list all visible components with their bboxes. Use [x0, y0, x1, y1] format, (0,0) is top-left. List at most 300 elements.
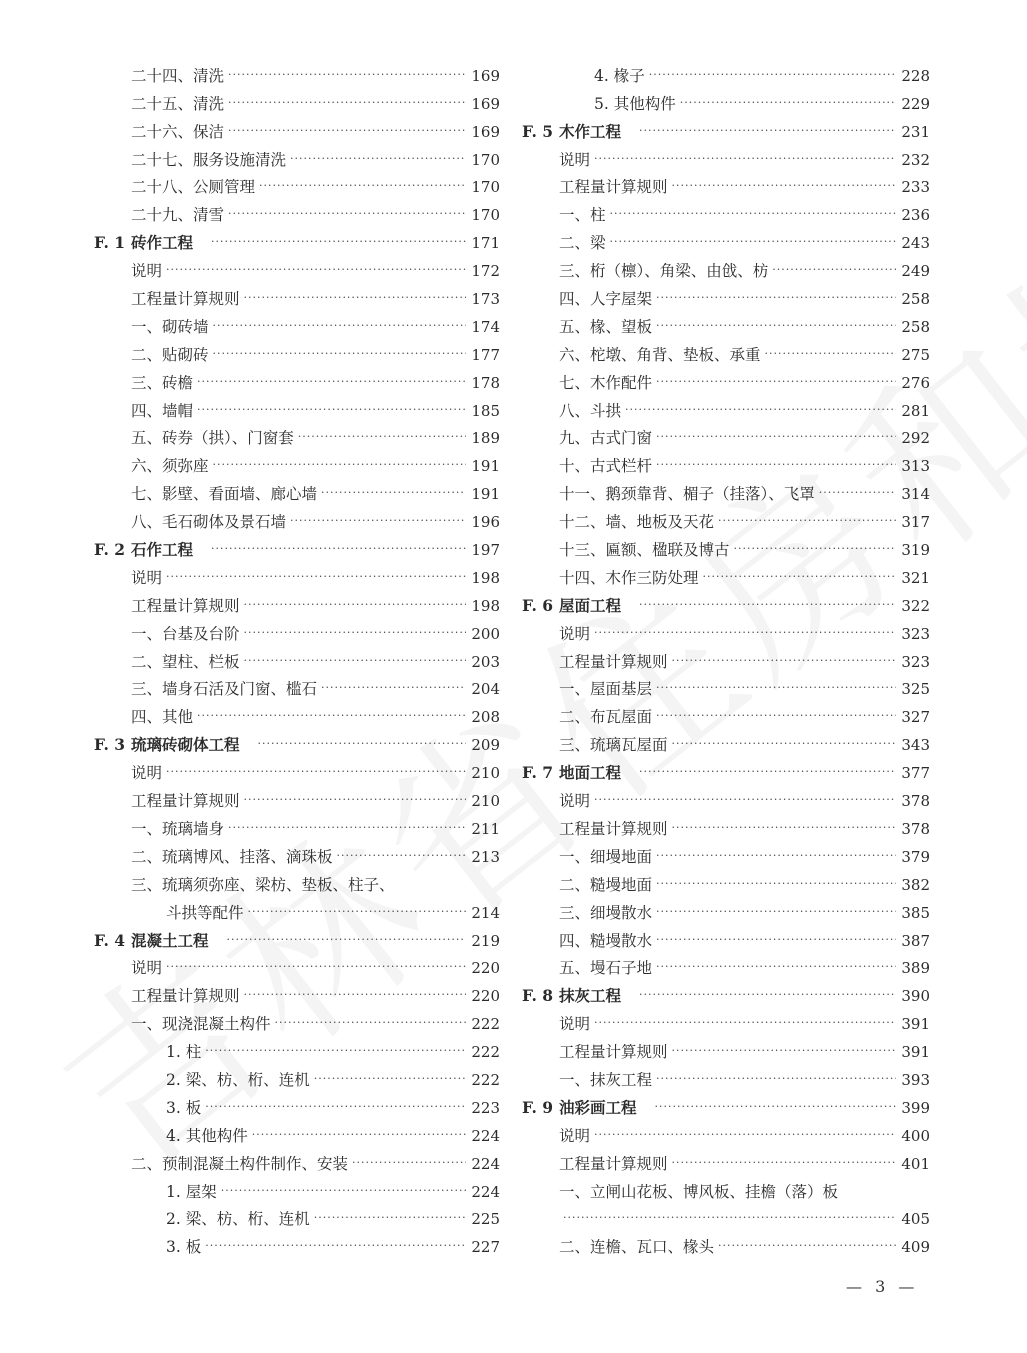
toc-leader-dots [656, 1071, 896, 1090]
toc-entry-title: 一、立闸山花板、博风板、挂檐（落）板 [559, 1182, 839, 1201]
toc-entry-title: 一、现浇混凝土构件 [131, 1015, 271, 1034]
toc-leader-dots [656, 290, 896, 309]
toc-page-number: 173 [471, 290, 500, 309]
toc-entry-row [522, 895, 930, 923]
toc-page-number: 231 [901, 122, 930, 141]
toc-entry-row [94, 1146, 500, 1174]
toc-entry-title: 二十七、服务设施清洗 [131, 150, 287, 169]
toc-entry-row [522, 1146, 930, 1174]
toc-left-column [94, 58, 500, 1257]
toc-page-number: 172 [471, 262, 500, 281]
toc-entry-title: 屋面工程 [559, 595, 622, 615]
toc-entry-title: 一、抹灰工程 [559, 1070, 653, 1089]
toc-entry-row [94, 197, 500, 225]
toc-entry-title: 工程量计算规则 [131, 792, 240, 811]
toc-entry-title: 说明 [131, 568, 163, 587]
toc-entry-row [522, 58, 930, 86]
toc-page-number: 220 [471, 987, 500, 1006]
toc-leader-dots [228, 820, 466, 839]
toc-leader-dots [205, 1238, 466, 1257]
toc-entry-title: 五、墁石子地 [559, 959, 653, 978]
toc-page-number: 200 [471, 624, 500, 643]
toc-entry-title: 1. 柱 [166, 1043, 202, 1062]
toc-leader-dots [314, 1071, 466, 1090]
toc-entry-title: 三、桁（檩）、角梁、由戗、枋 [559, 262, 769, 281]
toc-entry-row [522, 1034, 930, 1062]
toc-leader-dots [290, 151, 466, 170]
toc-leader-dots [672, 1043, 896, 1062]
toc-entry-title: 地面工程 [559, 763, 622, 783]
toc-entry-row [522, 1062, 930, 1090]
toc-entry-title: 七、影壁、看面墙、廊心墙 [131, 485, 318, 504]
toc-leader-dots [259, 178, 466, 197]
toc-page-number: 225 [471, 1210, 500, 1229]
toc-section-code: F. 9 [522, 1097, 554, 1117]
toc-entry-row [522, 699, 930, 727]
toc-entry-title: 二、望柱、栏板 [131, 652, 240, 671]
toc-entry-title: 琉璃砖砌体工程 [131, 735, 240, 755]
toc-page-number: 178 [471, 373, 500, 392]
toc-leader-dots [321, 680, 466, 699]
toc-page-number: 323 [901, 624, 930, 643]
toc-entry-row [94, 951, 500, 979]
toc-entry-title: 说明 [559, 150, 591, 169]
toc-entry-title: 3. 板 [166, 1098, 202, 1117]
toc-entry-row [94, 1118, 500, 1146]
toc-entry-title: 一、砌砖墙 [131, 317, 209, 336]
toc-entry-row [522, 867, 930, 895]
toc-entry-title: 2. 梁、枋、桁、连机 [166, 1070, 310, 1089]
toc-entry-row [94, 281, 500, 309]
toc-leader-dots [213, 346, 466, 365]
toc-entry-title: 二十五、清洗 [131, 94, 225, 113]
toc-leader-dots [672, 653, 896, 672]
toc-entry-row [94, 839, 500, 867]
toc-entry-title: 1. 屋架 [166, 1182, 217, 1201]
toc-leader-dots [656, 904, 896, 923]
toc-page-number: 401 [901, 1154, 930, 1173]
toc-page-number: 171 [471, 234, 500, 253]
toc-entry-title: 三、砖檐 [131, 373, 194, 392]
toc-leader-dots [656, 680, 896, 699]
toc-entry-row [94, 1034, 500, 1062]
toc-page-number: 224 [471, 1182, 500, 1201]
toc-entry-title: 工程量计算规则 [559, 178, 668, 197]
toc-entry-title: 斗拱等配件 [166, 903, 244, 922]
toc-entry-row [94, 811, 500, 839]
toc-leader-dots [228, 95, 466, 114]
toc-entry-row [522, 616, 930, 644]
toc-leader-dots [298, 429, 466, 448]
toc-section-row [522, 1090, 930, 1118]
toc-leader-dots [211, 541, 466, 560]
toc-entry-title: 抹灰工程 [559, 986, 622, 1006]
toc-page-number: 377 [901, 764, 930, 783]
toc-page-number: 203 [471, 652, 500, 671]
toc-section-row [94, 225, 500, 253]
toc-page-number: 319 [901, 541, 930, 560]
toc-page-number: 400 [901, 1126, 930, 1145]
toc-entry-row [522, 225, 930, 253]
toc-entry-title: 五、砖券（拱）、门窗套 [131, 429, 294, 448]
toc-entry-row [94, 699, 500, 727]
toc-leader-dots [244, 792, 466, 811]
toc-entry-row [522, 504, 930, 532]
toc-page-number: 228 [901, 66, 930, 85]
toc-leader-dots [672, 736, 896, 755]
toc-entry-row [94, 365, 500, 393]
toc-page-number: 317 [901, 513, 930, 532]
toc-leader-dots [610, 234, 896, 253]
toc-section-row [522, 978, 930, 1006]
toc-page-number: 389 [901, 959, 930, 978]
toc-entry-title: 4. 椽子 [594, 66, 645, 85]
toc-section-row [522, 588, 930, 616]
toc-entry-row [522, 365, 930, 393]
toc-leader-dots [672, 820, 896, 839]
toc-leader-dots [213, 318, 466, 337]
toc-entry-row [522, 281, 930, 309]
toc-leader-dots [594, 1015, 896, 1034]
toc-leader-dots [656, 708, 896, 727]
toc-leader-dots [244, 597, 466, 616]
toc-leader-dots [639, 123, 896, 142]
toc-section-code: F. 3 [94, 735, 126, 755]
toc-entry-title: 六、须弥座 [131, 457, 209, 476]
toc-page-number: 220 [471, 959, 500, 978]
toc-entry-title: 二、梁 [559, 234, 606, 253]
toc-entry-title: 二、贴砌砖 [131, 345, 209, 364]
toc-entry-row [522, 170, 930, 198]
toc-entry-title: 九、古式门窗 [559, 429, 653, 448]
toc-entry-row [522, 644, 930, 672]
toc-entry-row [522, 672, 930, 700]
toc-leader-dots [244, 625, 466, 644]
toc-page-number: 387 [901, 931, 930, 950]
toc-leader-dots [221, 1183, 466, 1202]
toc-leader-dots [275, 1015, 466, 1034]
toc-entry-row [522, 1174, 930, 1202]
toc-section-code: F. 5 [522, 121, 554, 141]
toc-page-number: 391 [901, 1043, 930, 1062]
toc-page-number: 243 [901, 234, 930, 253]
toc-leader-dots [166, 569, 466, 588]
toc-entry-title: 工程量计算规则 [559, 819, 668, 838]
toc-leader-dots [337, 848, 466, 867]
toc-leader-dots [197, 708, 466, 727]
toc-entry-row [522, 197, 930, 225]
toc-leader-dots [197, 402, 466, 421]
toc-entry-title: 砖作工程 [131, 233, 194, 253]
toc-section-row [522, 114, 930, 142]
toc-page-number: 177 [471, 345, 500, 364]
toc-leader-dots [734, 541, 896, 560]
toc-entry-row [94, 560, 500, 588]
toc-leader-dots [594, 625, 896, 644]
toc-entry-row [522, 951, 930, 979]
toc-leader-dots [248, 904, 466, 923]
toc-entry-row [94, 978, 500, 1006]
toc-leader-dots [563, 1210, 896, 1229]
toc-entry-row [522, 839, 930, 867]
toc-leader-dots [656, 318, 896, 337]
toc-page-number: 204 [471, 680, 500, 699]
toc-page-number: 224 [471, 1154, 500, 1173]
toc-entry-row [522, 476, 930, 504]
toc-entry-row [94, 616, 500, 644]
toc-entry-title: 二十四、清洗 [131, 66, 225, 85]
toc-entry-row [522, 1202, 930, 1230]
toc-leader-dots [656, 457, 896, 476]
toc-leader-dots [772, 262, 896, 281]
toc-entry-row [94, 1006, 500, 1034]
toc-page-number: 378 [901, 819, 930, 838]
toc-entry-title: 说明 [131, 959, 163, 978]
toc-page-number: 185 [471, 401, 500, 420]
toc-page-number: 382 [901, 875, 930, 894]
toc-page-number: 325 [901, 680, 930, 699]
toc-entry-title: 二、连檐、瓦口、椽头 [559, 1238, 715, 1257]
toc-page-number: 227 [471, 1238, 500, 1257]
toc-page-number: 393 [901, 1070, 930, 1089]
toc-leader-dots [656, 429, 896, 448]
toc-leader-dots [166, 262, 466, 281]
toc-section-code: F. 6 [522, 595, 554, 615]
toc-leader-dots [639, 597, 896, 616]
toc-entry-row [94, 504, 500, 532]
toc-entry-title: 二十八、公厕管理 [131, 178, 256, 197]
toc-page-number: 313 [901, 457, 930, 476]
toc-entry-title: 5. 其他构件 [594, 94, 676, 113]
toc-entry-title: 三、琉璃瓦屋面 [559, 736, 668, 755]
toc-entry-row [94, 86, 500, 114]
toc-entry-row [522, 337, 930, 365]
toc-entry-row [522, 727, 930, 755]
toc-entry-title: 一、琉璃墙身 [131, 819, 225, 838]
toc-entry-title: 二十六、保洁 [131, 122, 225, 141]
toc-entry-row [522, 811, 930, 839]
toc-entry-row [94, 755, 500, 783]
toc-page-number: 323 [901, 652, 930, 671]
toc-entry-title: 四、糙墁散水 [559, 931, 653, 950]
toc-leader-dots [211, 234, 466, 253]
toc-right-column [522, 58, 930, 1257]
toc-page-number: 379 [901, 847, 930, 866]
toc-leader-dots [656, 932, 896, 951]
toc-entry-row [94, 421, 500, 449]
toc-entry-row [522, 532, 930, 560]
toc-entry-row [522, 923, 930, 951]
toc-page-number: 222 [471, 1015, 500, 1034]
toc-page-number: 399 [901, 1098, 930, 1117]
toc-leader-dots [166, 959, 466, 978]
toc-page-number: 378 [901, 792, 930, 811]
toc-entry-row [522, 448, 930, 476]
toc-page-number: 391 [901, 1015, 930, 1034]
toc-entry-title: 3. 板 [166, 1238, 202, 1257]
toc-entry-title: 十一、鹅颈靠背、楣子（挂落）、飞罩 [559, 485, 815, 504]
toc-page-number: 222 [471, 1070, 500, 1089]
toc-leader-dots [321, 485, 466, 504]
toc-leader-dots [594, 1127, 896, 1146]
toc-entry-title: 说明 [131, 764, 163, 783]
toc-entry-row [94, 867, 500, 895]
toc-entry-row [522, 253, 930, 281]
toc-page-number: 258 [901, 317, 930, 336]
toc-entry-title: 说明 [559, 624, 591, 643]
toc-leader-dots [639, 987, 896, 1006]
toc-entry-row [94, 783, 500, 811]
toc-entry-row [94, 644, 500, 672]
toc-leader-dots [166, 764, 466, 783]
toc-entry-row [522, 1118, 930, 1146]
toc-entry-title: 说明 [131, 262, 163, 281]
toc-entry-title: 四、其他 [131, 708, 194, 727]
toc-leader-dots [610, 206, 896, 225]
toc-section-code: F. 2 [94, 540, 126, 560]
toc-leader-dots [656, 876, 896, 895]
toc-page-number: 249 [901, 262, 930, 281]
toc-entry-title: 三、琉璃须弥座、梁枋、垫板、柱子、 [131, 875, 395, 894]
toc-entry-row [94, 895, 500, 923]
toc-page-number: 276 [901, 373, 930, 392]
toc-entry-title: 2. 梁、枋、桁、连机 [166, 1210, 310, 1229]
page-number: — 3 — [846, 1277, 919, 1296]
toc-page-number: 170 [471, 178, 500, 197]
toc-leader-dots [228, 123, 466, 142]
toc-entry-title: 油彩画工程 [559, 1097, 637, 1117]
toc-leader-dots [649, 67, 896, 86]
toc-entry-row [94, 337, 500, 365]
toc-section-row [94, 923, 500, 951]
toc-page-number: 211 [471, 819, 500, 838]
toc-entry-title: 木作工程 [559, 121, 622, 141]
toc-leader-dots [672, 1155, 896, 1174]
toc-page-number: 223 [471, 1098, 500, 1117]
toc-page-number: 219 [471, 931, 500, 950]
toc-leader-dots [213, 457, 466, 476]
toc-leader-dots [197, 374, 466, 393]
toc-page-number: 198 [471, 568, 500, 587]
toc-leader-dots [244, 653, 466, 672]
toc-page-number: 210 [471, 792, 500, 811]
toc-entry-row [522, 393, 930, 421]
toc-section-code: F. 7 [522, 763, 554, 783]
toc-entry-row [94, 448, 500, 476]
toc-entry-title: 七、木作配件 [559, 373, 653, 392]
toc-leader-dots [290, 513, 466, 532]
toc-entry-row [94, 114, 500, 142]
toc-entry-row [94, 1062, 500, 1090]
toc-entry-title: 二十九、清雪 [131, 206, 225, 225]
toc-entry-row [94, 1229, 500, 1257]
toc-entry-title: 三、细墁散水 [559, 903, 653, 922]
toc-entry-title: 十、古式栏杆 [559, 457, 653, 476]
toc-page-number: 275 [901, 345, 930, 364]
toc-entry-title: 一、细墁地面 [559, 847, 653, 866]
toc-entry-row [522, 783, 930, 811]
toc-section-code: F. 1 [94, 233, 126, 253]
toc-entry-row [94, 1174, 500, 1202]
toc-page-number: 198 [471, 596, 500, 615]
toc-entry-title: 说明 [559, 1126, 591, 1145]
toc-page-number: 390 [901, 987, 930, 1006]
toc-page-number: 322 [901, 596, 930, 615]
toc-page-number: 197 [471, 541, 500, 560]
toc-page-number: 233 [901, 178, 930, 197]
toc-page-number: 229 [901, 94, 930, 113]
toc-entry-title: 十四、木作三防处理 [559, 568, 699, 587]
toc-leader-dots [718, 1238, 896, 1257]
toc-leader-dots [205, 1099, 466, 1118]
toc-page-number: 214 [471, 903, 500, 922]
toc-entry-row [94, 58, 500, 86]
toc-leader-dots [227, 932, 466, 951]
toc-page-number: 236 [901, 206, 930, 225]
toc-leader-dots [655, 1099, 896, 1118]
toc-page-number: 169 [471, 94, 500, 113]
toc-page-number: 170 [471, 206, 500, 225]
toc-entry-title: 八、毛石砌体及景石墙 [131, 513, 287, 532]
toc-entry-title: 说明 [559, 792, 591, 811]
toc-page-number: 209 [471, 736, 500, 755]
toc-leader-dots [352, 1155, 466, 1174]
toc-section-row [94, 532, 500, 560]
toc-entry-row [94, 253, 500, 281]
toc-entry-row [94, 1202, 500, 1230]
toc-entry-title: 工程量计算规则 [131, 290, 240, 309]
toc-page-number: 222 [471, 1043, 500, 1062]
toc-entry-row [94, 476, 500, 504]
toc-entry-row [522, 1006, 930, 1034]
toc-page-number: 169 [471, 122, 500, 141]
toc-leader-dots [656, 959, 896, 978]
toc-page-number: 210 [471, 764, 500, 783]
toc-section-code: F. 8 [522, 986, 554, 1006]
toc-entry-row [94, 1090, 500, 1118]
toc-page-number: 409 [901, 1238, 930, 1257]
toc-page-number: 196 [471, 513, 500, 532]
toc-section-row [94, 727, 500, 755]
toc-leader-dots [399, 892, 466, 895]
toc-entry-title: 石作工程 [131, 540, 194, 560]
toc-page-number: 281 [901, 401, 930, 420]
toc-leader-dots [594, 151, 896, 170]
toc-page-number: 208 [471, 708, 500, 727]
toc-entry-row [94, 588, 500, 616]
toc-entry-title: 十二、墙、地板及天花 [559, 513, 715, 532]
toc-entry-row [522, 421, 930, 449]
toc-entry-title: 二、琉璃博风、挂落、滴珠板 [131, 847, 333, 866]
toc-leader-dots [672, 178, 896, 197]
toc-leader-dots [765, 346, 896, 365]
toc-page-number: 343 [901, 736, 930, 755]
toc-entry-title: 工程量计算规则 [131, 987, 240, 1006]
toc-entry-row [522, 309, 930, 337]
toc-page-number: 213 [471, 847, 500, 866]
toc-leader-dots [244, 290, 466, 309]
toc-page-number: 292 [901, 429, 930, 448]
toc-entry-title: 工程量计算规则 [131, 596, 240, 615]
toc-page-number: 321 [901, 568, 930, 587]
toc-leader-dots [656, 848, 896, 867]
toc-leader-dots [594, 792, 896, 811]
toc-page-number: 258 [901, 290, 930, 309]
toc-leader-dots [252, 1127, 466, 1146]
toc-leader-dots [639, 764, 896, 783]
toc-entry-title: 工程量计算规则 [559, 1043, 668, 1062]
toc-page-number: 405 [901, 1210, 930, 1229]
